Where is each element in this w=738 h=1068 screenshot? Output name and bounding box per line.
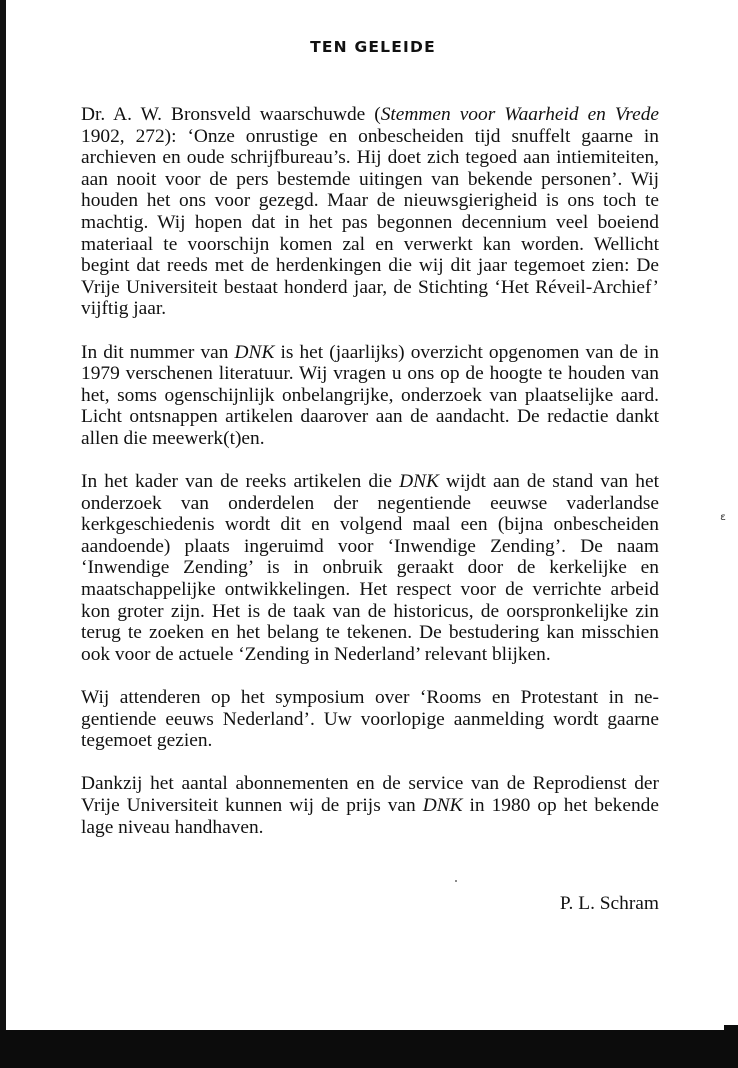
paragraph-1 xyxy=(81,104,659,320)
paragraph-1-text: Dr. A. W. Bronsveld waarschuwde ( xyxy=(81,104,381,125)
page-title: TEN GELEIDE xyxy=(310,38,436,56)
paragraph-4 xyxy=(81,687,659,752)
scan-speck xyxy=(455,880,457,882)
paragraph-3-text-continued: wijdt aan de stand van het onderzoek van onderdelen der negentiende eeuwse vaderlandse kerkgeschiedenis wordt dit en volgend maal een (bijna onbescheiden aandoende) plaats ingeruimd voor ‘Inwendige Zending’. De naam ‘Inwendige Zending’ is in onbruik geraakt door de kerkelijke en maatschappelijke ontwikkelingen. Het respect voor de verrichte arbeid kon groter zijn. Het is de taak van de historicus, de oorspronkelijke zin terug te zoeken en het belang te tekenen. De bestudering kan misschien ook voor de actuele ‘Zending in Nederland’ relevant blijken. xyxy=(81,471,659,665)
paragraph-4-text: Wij attenderen op het symposium over ‘Rooms en Protestant in negentiende eeuws Nederland’. Uw voorlopige aanmelding wordt gaarne tegemoet gezien. xyxy=(81,687,659,752)
scan-left-edge xyxy=(0,0,6,1068)
paragraph-2 xyxy=(81,342,659,450)
paragraph-5-text-continued: in 1980 op het bekende lage niveau handhaven. xyxy=(81,795,659,838)
paragraph-3-text: In het kader van de reeks artikelen die xyxy=(81,471,400,493)
paragraph-2-text-continued: is het (jaarlijks) overzicht opgenomen van de in 1979 verschenen literatuur. Wij vragen u ons op de hoogte te houden van het, soms ogenschijnlijk onbelangrijke, onderzoek van plaatselijke aard. Licht ontsnappen artikelen daarover aan de aandacht. De redactie dankt allen die meewerk(t)en. xyxy=(81,341,659,449)
paragraph-5 xyxy=(81,773,659,838)
paragraph-3-italic: DNK xyxy=(399,471,439,493)
paragraph-5-italic: DNK xyxy=(422,795,463,816)
signature: P. L. Schram xyxy=(559,893,659,914)
paragraph-1-text-continued: 1902, 272): ‘Onze onrustige en onbescheiden tijd snuffelt gaarne in archieven en oude schrijfbureau’s. Hij doet zich tegoed aan intiemiteiten, aan nooit voor de pers bestemde uitingen van bekende personen’. Wij houden het ons voor gezegd. Maar de nieuwsgierigheid is ons toch te machtig. Wij hopen dat in het pas begonnen decennium veel boeiend materiaal te voorschijn komen zal en verwerkt kan worden. Wellicht begint dat reeds met de herdenkingen die wij dit jaar tegemoet zien: De Vrije Universiteit bestaat honderd jaar, de Stichting ‘Het Réveil-Archief’ vijftig jaar. xyxy=(81,125,659,320)
margin-mark: ε xyxy=(720,512,727,523)
paragraph-2-text: In dit nummer van xyxy=(81,341,235,363)
paragraph-5-text: Dankzij het aantal abonnementen en de service van de Reprodienst der Vrije Universiteit kunnen wij de prijs van xyxy=(81,773,659,816)
paragraph-1-italic: Stemmen voor Waarheid en Vrede xyxy=(380,104,660,125)
scan-bottom-edge xyxy=(0,1030,738,1068)
body-text xyxy=(81,104,659,860)
paragraph-3 xyxy=(81,471,659,665)
paragraph-2-italic: DNK xyxy=(234,341,275,363)
